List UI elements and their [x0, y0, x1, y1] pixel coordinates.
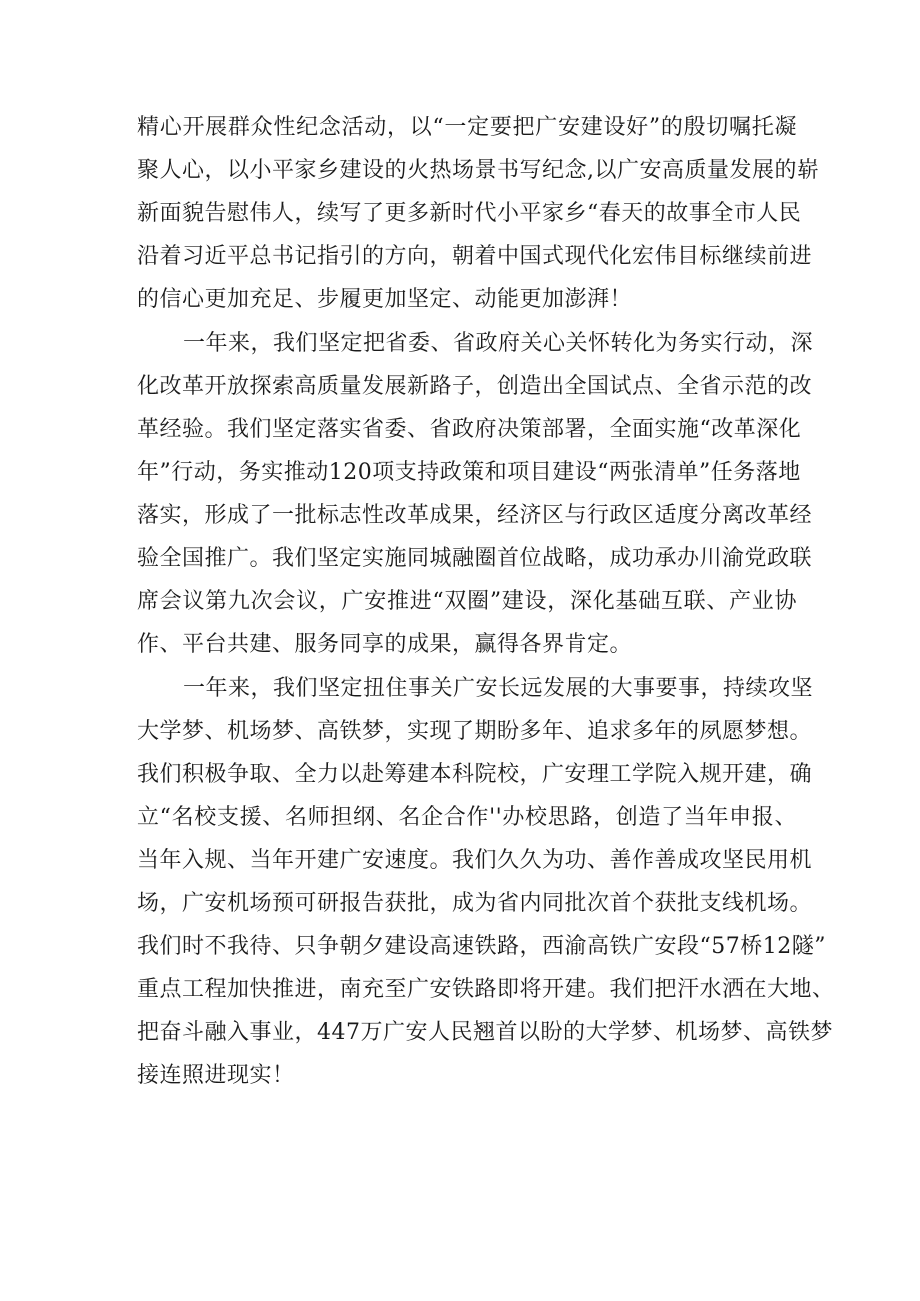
- paragraph-3-line-4: 立“名校支援、名师担纲、名企合作''办校思路，创造了当年申报、: [137, 805, 797, 830]
- paragraph-1-line-5: 的信心更加充足、步履更加坚定、动能更加澎湃！: [137, 287, 633, 312]
- paragraph-1-line-4: 沿着习近平总书记指引的方向，朝着中国式现代化宏伟目标继续前进: [137, 244, 813, 269]
- paragraph-3-line-6: 场，广安机场预可研报告获批，成为省内同批次首个获批支线机场。: [137, 891, 813, 916]
- paragraph-1-line-2: 聚人心，以小平家乡建设的火热场景书写纪念,以广安高质量发展的崭: [137, 158, 820, 183]
- paragraph-3-line-8: 重点工程加快推进，南充至广安铁路即将开建。我们把汗水洒在大地、: [137, 977, 835, 1002]
- paragraph-2-line-5: 落实，形成了一批标志性改革成果，经济区与行政区适度分离改革经: [137, 503, 813, 528]
- paragraph-2-line-6: 验全国推广。我们坚定实施同城融圈首位战略，成功承办川渝党政联: [137, 546, 813, 571]
- paragraph-2-line-4: 年”行动，务实推动120项支持政策和项目建设“两张清单”任务落地: [137, 460, 801, 485]
- paragraph-3-line-3: 我们积极争取、全力以赴筹建本科院校，广安理工学院入规开建，确: [137, 762, 813, 787]
- paragraph-1-line-3: 新面貌告慰伟人，续写了更多新时代小平家乡“春天的故事全市人民: [137, 201, 802, 226]
- paragraph-2-line-2: 化改革开放探索高质量发展新路子，创造出全国试点、全省示范的改: [137, 374, 813, 399]
- paragraph-3-line-1: 一年来，我们坚定扭住事关广安长远发展的大事要事，持续攻坚: [183, 676, 814, 701]
- paragraph-2-line-3: 革经验。我们坚定落实省委、省政府决策部署，全面实施“改革深化: [137, 417, 802, 442]
- paragraph-2-line-8: 作、平台共建、服务同享的成果，赢得各界肯定。: [137, 632, 633, 657]
- paragraph-3-line-2: 大学梦、机场梦、高铁梦，实现了期盼多年、追求多年的夙愿梦想。: [137, 719, 813, 744]
- paragraph-3-line-7: 我们时不我待、只争朝夕建设高速铁路，西渝高铁广安段“57桥12隧”: [137, 934, 826, 959]
- paragraph-3-line-5: 当年入规、当年开建广安速度。我们久久为功、善作善成攻坚民用机: [137, 848, 813, 873]
- paragraph-2-line-1: 一年来，我们坚定把省委、省政府关心关怀转化为务实行动，深: [183, 331, 814, 356]
- paragraph-3-line-9: 把奋斗融入事业，447万广安人民翘首以盼的大学梦、机场梦、高铁梦: [137, 1020, 833, 1045]
- paragraph-1-line-1: 精心开展群众性纪念活动，以“一定要把广安建设好”的殷切嘱托凝: [137, 115, 797, 140]
- paragraph-2-line-7: 席会议第九次会议，广安推进“双圈”建设，深化基础互联、产业协: [137, 589, 797, 614]
- paragraph-3-line-10: 接连照进现实！: [137, 1063, 295, 1088]
